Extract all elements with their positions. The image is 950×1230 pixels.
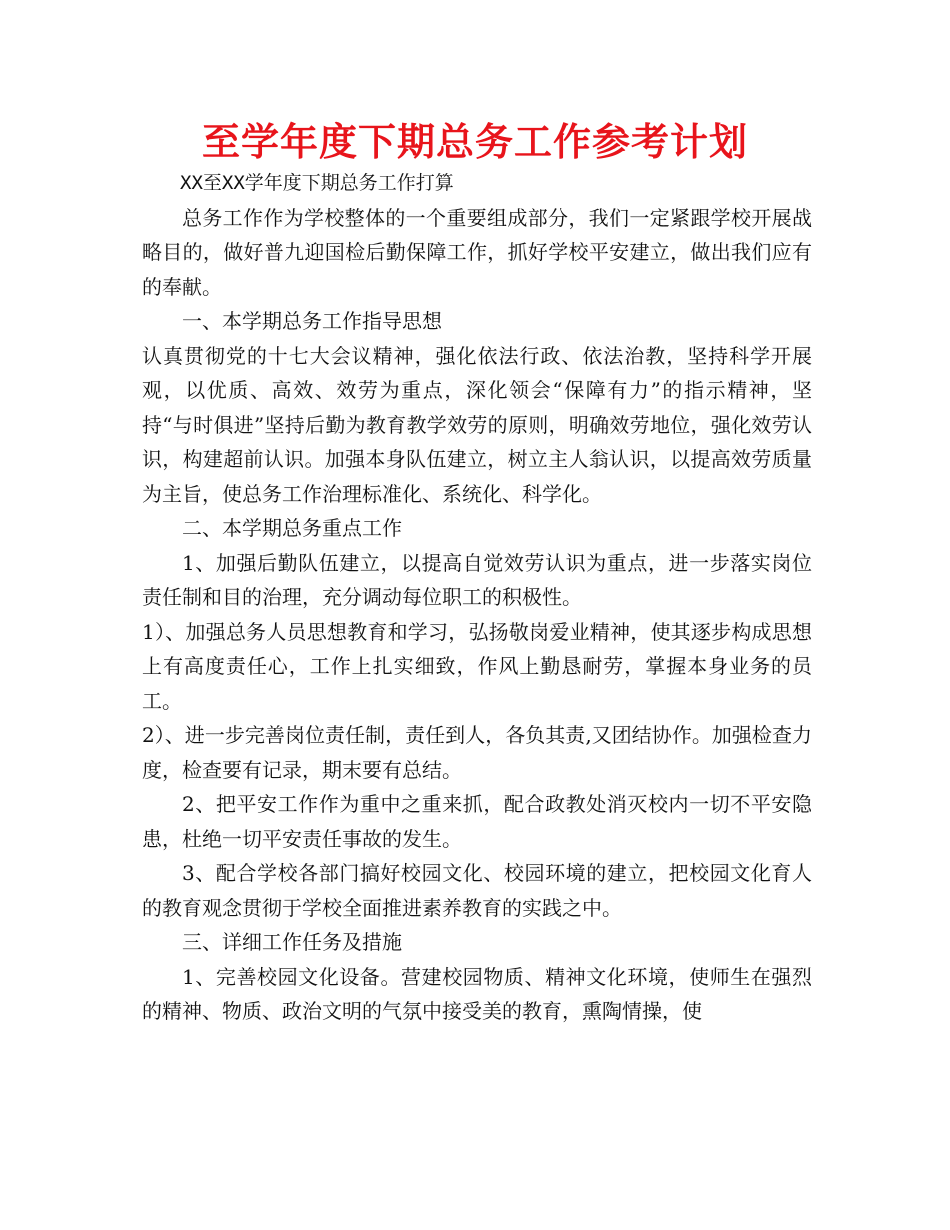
document-subtitle: XX至XX学年度下期总务工作打算 bbox=[180, 172, 454, 194]
section-heading-1: 一、本学期总务工作指导思想 bbox=[182, 309, 442, 333]
document-body bbox=[142, 166, 812, 1029]
paragraph-item-3: 3、配合学校各部门搞好校园文化、校园环境的建立，把校园文化育人的教育观念贯彻于学校全面推进素养教育的实践之中。 bbox=[142, 861, 812, 920]
paragraph-task-1: 1、完善校园文化设备。营建校园物质、精神文化环境，使师生在强烈的精神、物质、政治文明的气氛中接受美的教育，熏陶情操，使 bbox=[142, 964, 812, 1023]
paragraph-item-2: 2、把平安工作作为重中之重来抓，配合政教处消灭校内一切不平安隐患，杜绝一切平安责任事故的发生。 bbox=[142, 792, 812, 851]
paragraph-item-1: 1、加强后勤队伍建立，以提高自觉效劳认识为重点，进一步落实岗位责任制和目的治理，充分调动每位职工的积极性。 bbox=[142, 550, 812, 609]
section-heading-3: 三、详细工作任务及措施 bbox=[182, 930, 402, 954]
section-heading-2: 二、本学期总务重点工作 bbox=[182, 516, 402, 540]
paragraph-intro: 总务工作作为学校整体的一个重要组成部分，我们一定紧跟学校开展战略目的，做好普九迎国检后勤保障工作，抓好学校平安建立，做出我们应有的奉献。 bbox=[142, 205, 812, 299]
paragraph-subitem-2: 2）、进一步完善岗位责任制，责任到人，各负其责,又团结协作。加强检查力度，检查要有记录，期末要有总结。 bbox=[142, 723, 812, 782]
document-title: 至学年度下期总务工作参考计划 bbox=[201, 120, 748, 164]
paragraph-subitem-1: 1）、加强总务人员思想教育和学习，弘扬敬岗爱业精神，使其逐步构成思想上有高度责任心，工作上扎实细致，作风上勤恳耐劳，掌握本身业务的员工。 bbox=[142, 619, 812, 713]
paragraph-guiding-ideology: 认真贯彻党的十七大会议精神，强化依法行政、依法治教，坚持科学开展观，以优质、高效、效劳为重点，深化领会“保障有力”的指示精神，坚持“与时俱进”坚持后勤为教育教学效劳的原则，明确效劳地位，强化效劳认识，构建超前认识。加强本身队伍建立，树立主人翁认识，以提高效劳质量为主旨，使总务工作治理标准化、系统化、科学化。 bbox=[142, 343, 812, 506]
